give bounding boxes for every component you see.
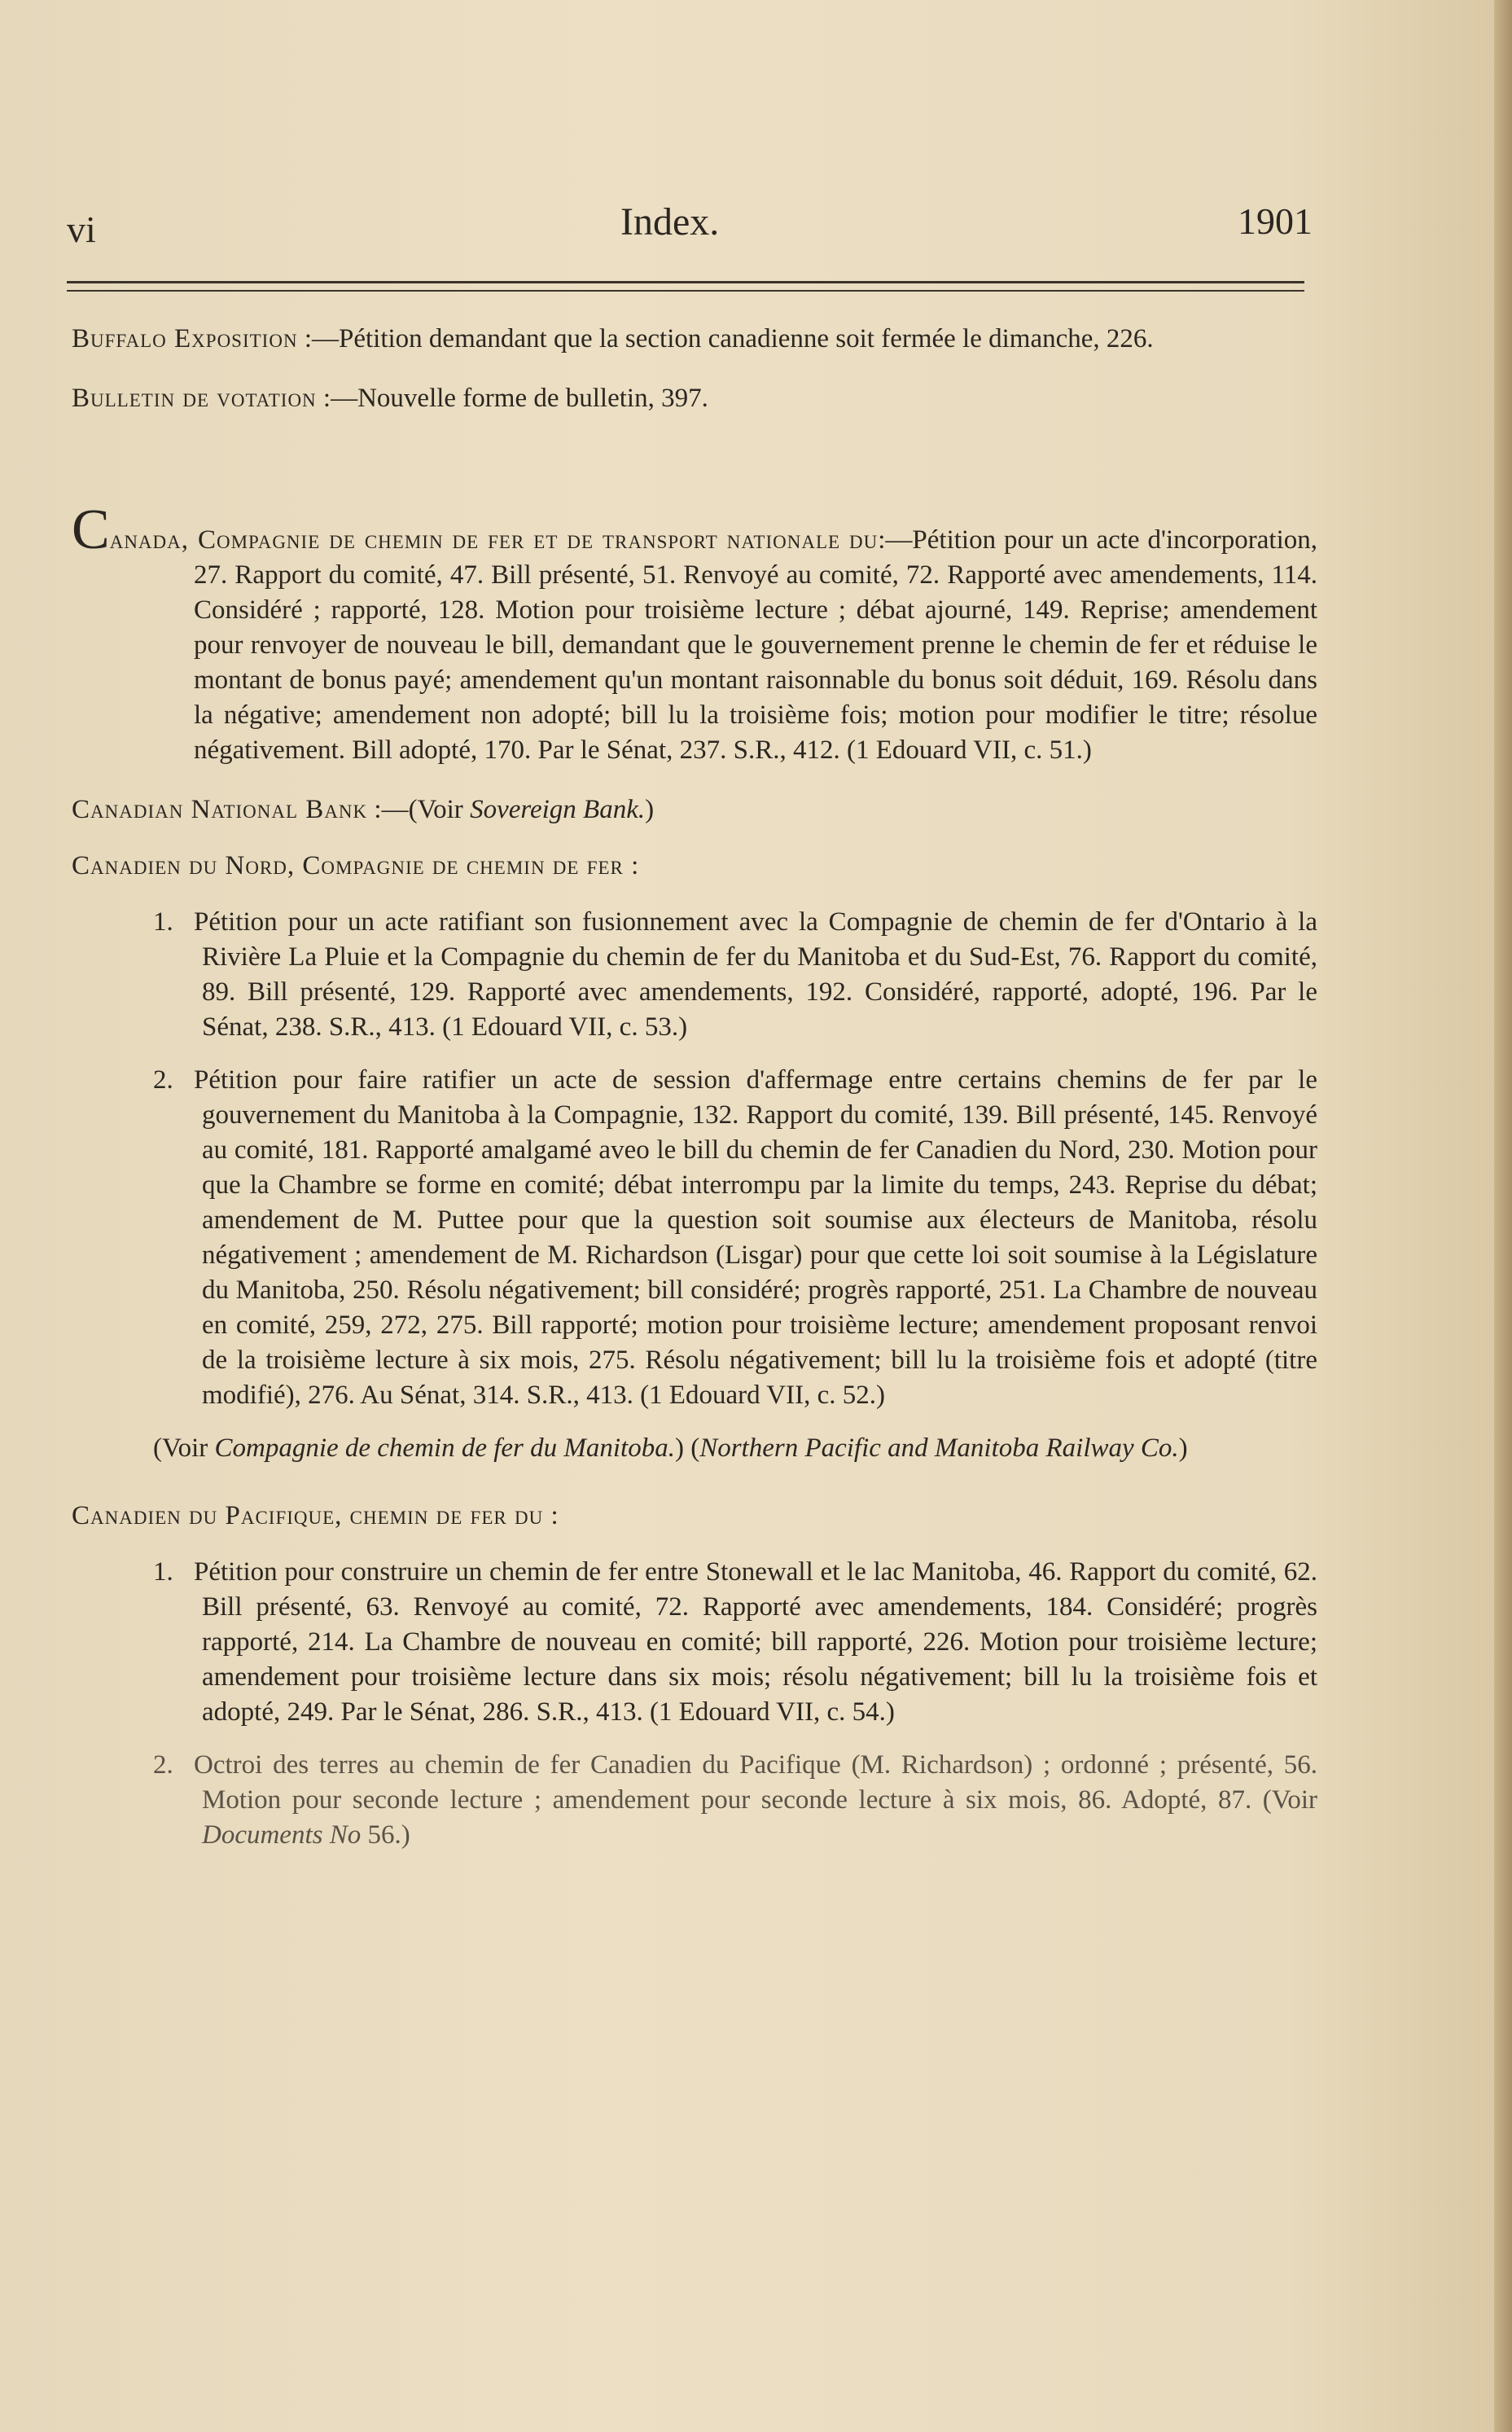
entry-text: :—(Voir — [367, 795, 471, 824]
page-title: Index. — [620, 200, 720, 244]
page-year: 1901 — [1238, 200, 1313, 242]
entry-canadian-national — [72, 792, 1317, 827]
entry-text: :—Pétition demandant que la section canadienne soit fermée le dimanche, 226. — [297, 324, 1154, 353]
entry-bulletin — [72, 381, 1317, 416]
entry-reference: Sovereign Bank. — [470, 795, 646, 824]
voir-mid: ) ( — [674, 1433, 700, 1463]
page-number: vi — [67, 209, 96, 250]
entry-heading: Canadian National Bank — [72, 795, 368, 824]
list-item — [72, 1063, 1317, 1413]
voir-close: 56.) — [361, 1820, 410, 1850]
page-header — [67, 200, 1313, 257]
entry-text-end: ) — [645, 795, 655, 824]
entry-canada — [72, 498, 1317, 768]
item-text: Octroi des terres au chemin de fer Canadien du Pacifique (M. Richardson) ; ordonné ; présenté, 56. Motion pour seconde lecture ; amendement pour seconde lecture à six mois, 86. Adopté, 87. — [194, 1750, 1317, 1815]
entry-heading: Buffalo Exposition — [72, 324, 298, 353]
reference-northern-pacific: Northern Pacific and Manitoba Railway Co. — [699, 1433, 1179, 1463]
header-rule-bottom — [67, 290, 1304, 292]
drop-initial: C — [72, 498, 110, 561]
item-number: 1. — [153, 1557, 173, 1587]
entry-canadien-pacifique-heading — [72, 1499, 1317, 1534]
item-number: 2. — [153, 1750, 173, 1780]
entry-canadien-nord-heading — [72, 849, 1317, 884]
reference-manitoba: Compagnie de chemin de fer du Manitoba. — [214, 1433, 675, 1463]
list-item — [72, 1748, 1317, 1853]
entry-heading: Bulletin de votation — [72, 384, 317, 413]
entry-heading: Canadien du Nord, Compagnie de chemin de fer : — [72, 851, 640, 880]
entry-text: :—Pétition pour un acte d'incorporation, 27. Rapport du comité, 47. Bill présenté, 51. Renvoyé au comité, 72. Rapporté avec amendements, 114. Considéré ; rapporté, 128. Motion pour troisième lecture ; débat ajourné, 149. Reprise; amendement pour renvoyer de nouveau le bill, demandant que le gouvernement prenne le chemin de fer et réduise le montant de bonus payé; amendement qu'un montant raisonnable du bonus soit déduit, 169. Résolu dans la négative; amendement non adopté; bill lu la troisième fois; motion pour modifier le titre; résolue négativement. Bill adopté, 170. Par le Sénat, 237. S.R., 412. (1 Edouard VII, c. 51.) — [194, 525, 1317, 765]
reference-documents: Documents No — [202, 1820, 362, 1850]
list-item — [72, 905, 1317, 1045]
entry-text: :—Nouvelle forme de bulletin, 397. — [316, 384, 708, 413]
see-also-reference — [72, 1431, 1317, 1466]
entry-heading: anada, Compagnie de chemin de fer et de transport nationale du — [109, 525, 879, 555]
item-number: 2. — [153, 1065, 173, 1095]
item-text: Pétition pour construire un chemin de fer entre Stonewall et le lac Manitoba, 46. Rapport du comité, 62. Bill présenté, 63. Renvoyé au comité, 72. Rapporté avec amendements, 184. Considéré; progrès rapporté, 214. La Chambre de nouveau en comité; bill rapporté, 226. Motion pour troisième lecture; amendement pour troisième lecture dans six mois; résolu négativement; bill lu la troisième fois et adopté, 249. Par le Sénat, 286. S.R., 413. (1 Edouard VII, c. 54.) — [194, 1557, 1317, 1727]
entry-buffalo — [72, 322, 1317, 357]
page-edge — [1494, 0, 1512, 2432]
item-text: Pétition pour faire ratifier un acte de session d'affermage entre certains chemins de fer par le gouvernement du Manitoba à la Compagnie, 132. Rapport du comité, 139. Bill présenté, 145. Renvoyé au comité, 181. Rapporté amalgamé aveo le bill du chemin de fer Canadien du Nord, 230. Motion pour que la Chambre se forme en comité; débat interrompu par la limite du temps, 243. Reprise du débat; amendement de M. Puttee pour que la question soit soumise aux électeurs de Manitoba, résolu négativement ; amendement de M. Richardson (Lisgar) pour que cette loi soit soumise à la Législature du Manitoba, 250. Résolu négativement; bill considéré; progrès rapporté, 251. La Chambre de nouveau en comité, 259, 272, 275. Bill rapporté; motion pour troisième lecture; amendement proposant renvoi de la troisième lecture à six mois, 275. Résolu négativement; bill lu la troisième fois et adopté (titre modifié), 276. Au Sénat, 314. S.R., 413. (1 Edouard VII, c. 52.) — [194, 1065, 1317, 1410]
voir-open: (Voir — [1251, 1785, 1317, 1815]
header-rule-top — [67, 281, 1304, 283]
item-text: Pétition pour un acte ratifiant son fusionnement avec la Compagnie de chemin de fer d'Ontario à la Rivière La Pluie et la Compagnie du chemin de fer du Manitoba et du Sud-Est, 76. Rapport du comité, 89. Bill présenté, 129. Rapporté avec amendements, 192. Considéré, rapporté, adopté, 196. Par le Sénat, 238. S.R., 413. (1 Edouard VII, c. 53.) — [194, 907, 1317, 1042]
voir-open: (Voir — [153, 1433, 215, 1463]
item-number: 1. — [153, 907, 173, 937]
voir-close: ) — [1178, 1433, 1188, 1463]
index-content — [72, 322, 1317, 1871]
list-item — [72, 1555, 1317, 1730]
entry-heading: Canadien du Pacifique, chemin de fer du : — [72, 1501, 559, 1530]
